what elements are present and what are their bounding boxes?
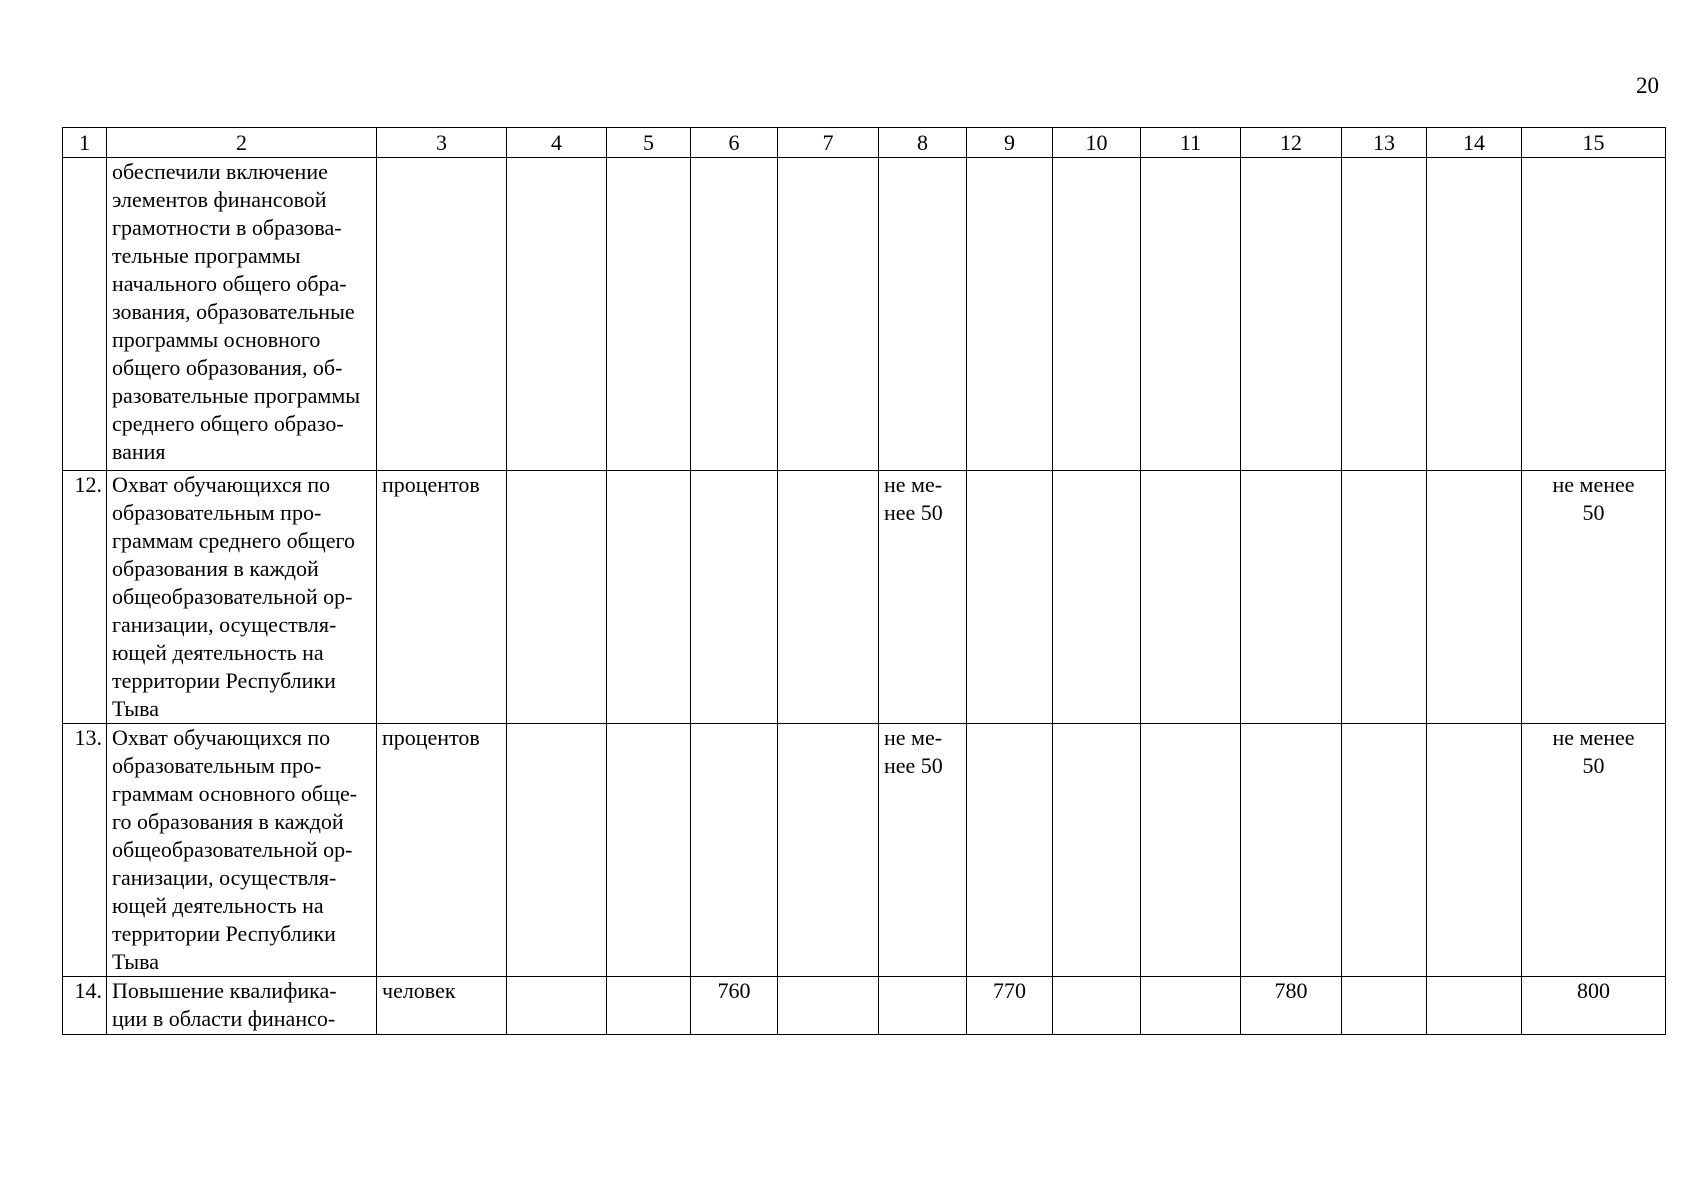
column-header: 3	[377, 128, 507, 158]
row-number: 14.	[63, 977, 107, 1035]
value-cell	[691, 158, 778, 471]
column-header: 14	[1427, 128, 1522, 158]
indicator-name: Повышение квалифика- ции в области финансо-	[107, 977, 377, 1035]
column-header: 11	[1141, 128, 1241, 158]
value-cell	[1342, 158, 1427, 471]
indicator-name: обеспечили включение элементов финансовой грамотности в образова- тельные программы начального общего обра- зования, образовательные программы основного общего образования, об- разовательные программы среднего общего образо- вания	[107, 158, 377, 471]
value-cell	[1053, 158, 1141, 471]
column-header: 4	[507, 128, 607, 158]
column-header: 5	[607, 128, 691, 158]
value-cell: 800	[1522, 977, 1666, 1035]
unit-cell	[377, 158, 507, 471]
value-cell: не менее 50	[1522, 471, 1666, 724]
value-cell	[607, 158, 691, 471]
value-cell	[1241, 158, 1342, 471]
indicator-name: Охват обучающихся по образовательным про- граммам основного обще- го образования в каждой общеобразовательной ор- ганизации, осуществля- ющей деятельность на территории Республики Тыва	[107, 724, 377, 977]
value-cell	[1141, 977, 1241, 1035]
value-cell	[1141, 471, 1241, 724]
table-row	[63, 471, 1666, 724]
value-cell	[691, 471, 778, 724]
column-header: 2	[107, 128, 377, 158]
column-header: 10	[1053, 128, 1141, 158]
row-number: 12.	[63, 471, 107, 724]
column-header: 1	[63, 128, 107, 158]
table-row	[63, 158, 1666, 471]
value-cell	[1342, 977, 1427, 1035]
value-cell	[879, 977, 967, 1035]
value-cell	[879, 158, 967, 471]
row-number: 13.	[63, 724, 107, 977]
value-cell: 760	[691, 977, 778, 1035]
value-cell	[1241, 724, 1342, 977]
value-cell	[507, 724, 607, 977]
value-cell	[778, 158, 879, 471]
value-cell	[1141, 158, 1241, 471]
value-cell	[607, 977, 691, 1035]
value-cell	[967, 724, 1053, 977]
table-row	[63, 724, 1666, 977]
column-header: 15	[1522, 128, 1666, 158]
unit-cell: процентов	[377, 724, 507, 977]
indicator-name: Охват обучающихся по образовательным про- граммам среднего общего образования в каждой общеобразовательной ор- ганизации, осуществля- ющей деятельность на территории Республики Тыва	[107, 471, 377, 724]
row-number	[63, 158, 107, 471]
value-cell: 780	[1241, 977, 1342, 1035]
column-header: 6	[691, 128, 778, 158]
value-cell: 770	[967, 977, 1053, 1035]
value-cell	[1522, 158, 1666, 471]
value-cell	[507, 471, 607, 724]
value-cell	[507, 158, 607, 471]
unit-cell: человек	[377, 977, 507, 1035]
value-cell	[607, 724, 691, 977]
column-header: 13	[1342, 128, 1427, 158]
value-cell	[1342, 724, 1427, 977]
value-cell	[1053, 471, 1141, 724]
value-cell	[1053, 977, 1141, 1035]
value-cell	[1053, 724, 1141, 977]
indicator-table	[62, 127, 1666, 1035]
value-cell	[967, 158, 1053, 471]
value-cell	[1342, 471, 1427, 724]
page-number: 20	[1636, 73, 1659, 98]
column-header: 8	[879, 128, 967, 158]
value-cell	[1427, 471, 1522, 724]
value-cell	[691, 724, 778, 977]
unit-cell: процентов	[377, 471, 507, 724]
column-header: 12	[1241, 128, 1342, 158]
value-cell	[778, 724, 879, 977]
value-cell: не ме- нее 50	[879, 471, 967, 724]
value-cell: не ме- нее 50	[879, 724, 967, 977]
column-header: 7	[778, 128, 879, 158]
value-cell	[507, 977, 607, 1035]
value-cell	[1427, 158, 1522, 471]
value-cell	[778, 977, 879, 1035]
value-cell	[607, 471, 691, 724]
value-cell	[1427, 724, 1522, 977]
value-cell	[778, 471, 879, 724]
value-cell	[1241, 471, 1342, 724]
value-cell	[1427, 977, 1522, 1035]
value-cell	[967, 471, 1053, 724]
table-row	[63, 977, 1666, 1035]
column-number-row	[63, 128, 1666, 158]
value-cell	[1141, 724, 1241, 977]
column-header: 9	[967, 128, 1053, 158]
value-cell: не менее 50	[1522, 724, 1666, 977]
